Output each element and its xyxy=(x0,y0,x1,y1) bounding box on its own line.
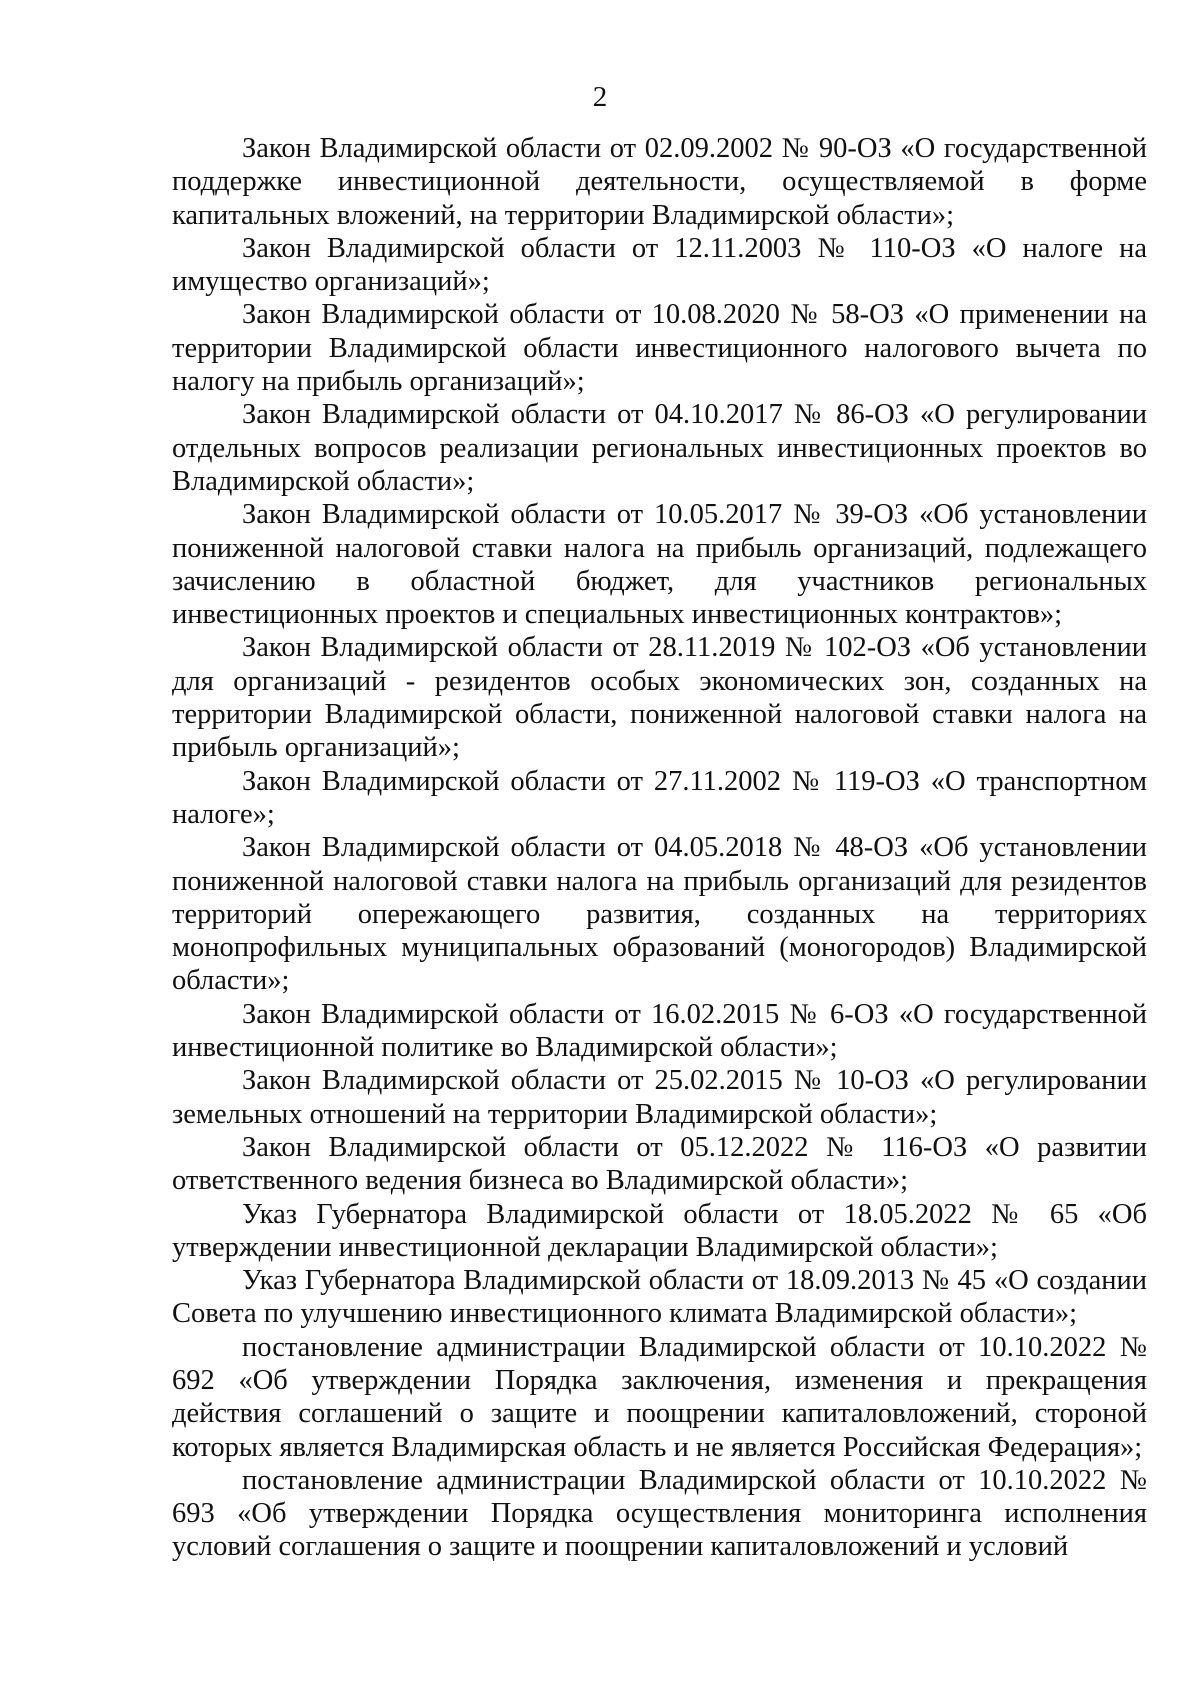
paragraph: Указ Губернатора Владимирской области от 18.09.2013 № 45 «О создании Совета по улучшению инвестиционного климата Владимирской области»; xyxy=(172,1265,1147,1330)
paragraph: Закон Владимирской области от 27.11.2002 № 119-ОЗ «О транспортном налоге»; xyxy=(172,765,1147,830)
paragraph: Закон Владимирской области от 28.11.2019 № 102-ОЗ «Об установлении для организаций - резидентов особых экономических зон, созданных на территории Владимирской области, пониженной налоговой ставки налога на прибыль организаций»; xyxy=(172,632,1147,764)
paragraph: Указ Губернатора Владимирской области от 18.05.2022 № 65 «Об утверждении инвестиционной декларации Владимирской области»; xyxy=(172,1198,1147,1263)
paragraph: Закон Владимирской области от 10.08.2020 № 58-ОЗ «О применении на территории Владимирской области инвестиционного налогового вычета по налогу на прибыль организаций»; xyxy=(172,299,1147,398)
paragraph: Закон Владимирской области от 02.09.2002 № 90-ОЗ «О государственной поддержке инвестиционной деятельности, осуществляемой в форме капитальных вложений, на территории Владимирской области»; xyxy=(172,133,1147,231)
paragraph: Закон Владимирской области от 12.11.2003 № 110-ОЗ «О налоге на имущество организаций»; xyxy=(172,232,1147,298)
paragraph: постановление администрации Владимирской области от 10.10.2022 № 693 «Об утверждении Порядка осуществления мониторинга исполнения условий соглашения о защите и поощрении капиталовложений и условий xyxy=(172,1464,1147,1563)
paragraph: Закон Владимирской области от 10.05.2017 № 39-ОЗ «Об установлении пониженной налоговой ставки налога на прибыль организаций, подлежащего зачислению в областной бюджет, для участников региональных инвестиционных проектов и специальных инвестиционных контрактов»; xyxy=(172,499,1147,631)
paragraph: Закон Владимирской области от 04.05.2018 № 48-ОЗ «Об установлении пониженной налоговой ставки налога на прибыль организаций для резидентов территорий опережающего развития, созданных на территориях монопрофильных муниципальных образований (моногородов) Владимирской области»; xyxy=(172,832,1147,997)
paragraph: постановление администрации Владимирской области от 10.10.2022 № 692 «Об утверждении Порядка заключения, изменения и прекращения действия соглашений о защите и поощрении капиталовложений, стороной которых является Владимирская область и не является Российская Федерация»; xyxy=(172,1331,1147,1463)
paragraph: Закон Владимирской области от 05.12.2022 № 116-ОЗ «О развитии ответственного ведения бизнеса во Владимирской области»; xyxy=(172,1131,1147,1197)
paragraph: Закон Владимирской области от 04.10.2017 № 86-ОЗ «О регулировании отдельных вопросов реализации региональных инвестиционных проектов во Владимирской области»; xyxy=(172,399,1147,497)
document-body xyxy=(172,132,1147,1564)
paragraph: Закон Владимирской области от 16.02.2015 № 6-ОЗ «О государственной инвестиционной политике во Владимирской области»; xyxy=(172,998,1147,1064)
page-number: 2 xyxy=(592,81,608,113)
paragraph: Закон Владимирской области от 25.02.2015 № 10-ОЗ «О регулировании земельных отношений на территории Владимирской области»; xyxy=(172,1065,1147,1130)
